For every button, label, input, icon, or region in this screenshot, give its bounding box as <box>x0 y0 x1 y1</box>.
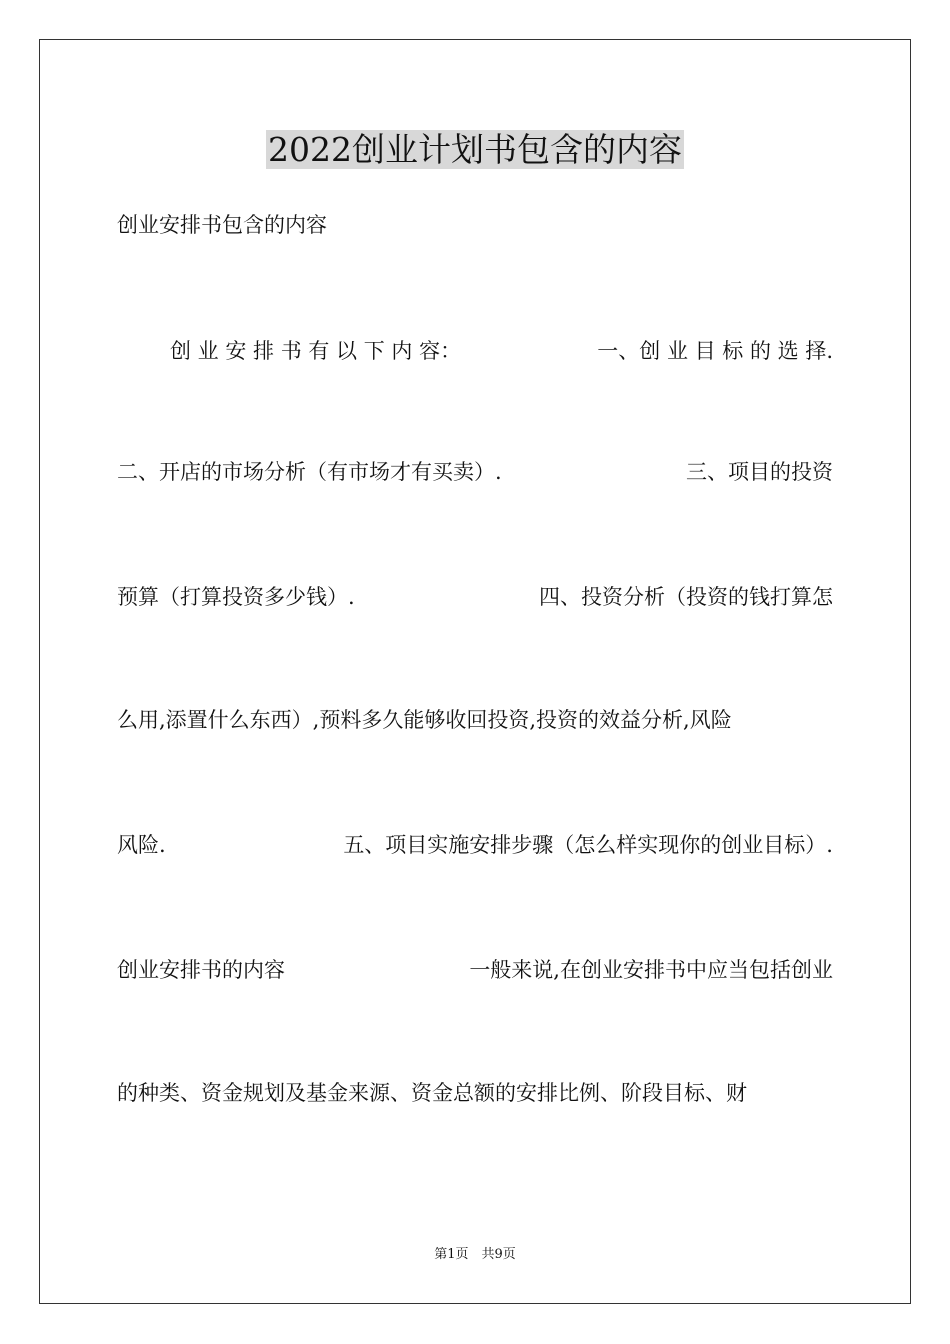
document-title-text: 2022创业计划书包含的内容 <box>268 130 682 169</box>
page-footer: 第1页 共9页 <box>434 1247 516 1262</box>
document-subtitle: 创业安排书包含的内容 <box>117 213 327 237</box>
line-5-part-a: 风险. <box>117 833 166 857</box>
document-title <box>0 126 950 174</box>
line-5-part-b: 五、项目实施安排步骤（怎么样实现你的创业目标）. <box>343 833 833 857</box>
line-2-part-b: 三、项目的投资 <box>686 460 833 484</box>
paragraph-line-3 <box>117 582 833 612</box>
line-2-part-a: 二、开店的市场分析（有市场才有买卖）. <box>117 460 502 484</box>
paragraph-line-1 <box>170 336 833 366</box>
line-6-part-b: 一般来说,在创业安排书中应当包括创业 <box>469 958 833 982</box>
paragraph-line-4: 么用,添置什么东西）,预料多久能够收回投资,投资的效益分析,风险 <box>117 708 732 732</box>
paragraph-line-7: 的种类、资金规划及基金来源、资金总额的安排比例、阶段目标、财 <box>117 1081 747 1105</box>
line-1-part-b: 一、创 业 目 标 的 选 择. <box>597 339 833 363</box>
line-1-part-a: 创 业 安 排 书 有 以 下 内 容： <box>170 339 462 363</box>
paragraph-line-6 <box>117 955 833 985</box>
line-3-part-a: 预算（打算投资多少钱）. <box>117 585 355 609</box>
line-3-part-b: 四、投资分析（投资的钱打算怎 <box>539 585 833 609</box>
paragraph-line-2 <box>117 457 833 487</box>
line-6-part-a: 创业安排书的内容 <box>117 958 285 982</box>
paragraph-line-5 <box>117 830 833 860</box>
